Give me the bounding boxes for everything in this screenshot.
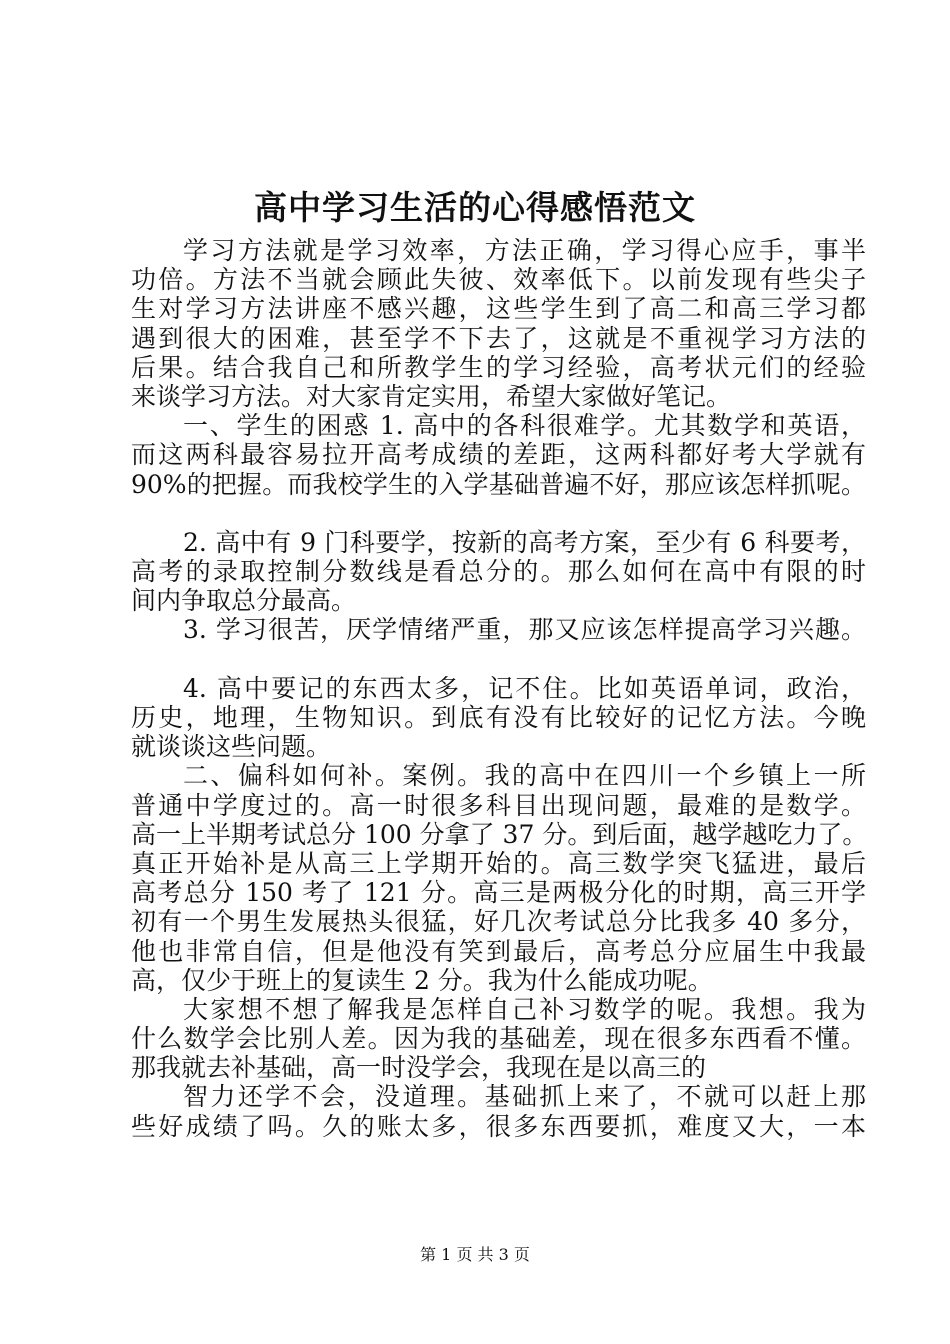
body-line: 来谈学习方法。对大家肯定实用，希望大家做好笔记。 (131, 381, 732, 411)
body-line: 而这两科最容易拉开高考成绩的差距，这两科都好考大学就有 (131, 440, 866, 470)
body-line: 一、学生的困惑 1. 高中的各科很难学。尤其数学和英语， (183, 411, 866, 441)
body-line: 高考的录取控制分数线是看总分的。那么如何在高中有限的时 (131, 557, 866, 587)
body-line: 普通中学度过的。高一时很多科目出现问题，最难的是数学。 (131, 790, 866, 820)
page-footer: 第 1 页 共 3 页 (420, 1245, 530, 1264)
body-line: 初有一个男生发展热头很猛，好几次考试总分比我多 40 多分， (131, 907, 866, 937)
body-line: 就谈谈这些问题。 (131, 732, 332, 762)
body-line: 高考总分 150 考了 121 分。高三是两极分化的时期，高三开学 (131, 878, 866, 908)
body-line: 什么数学会比别人差。因为我的基础差，现在很多东西看不懂。 (131, 1024, 866, 1054)
body-line: 大家想不想了解我是怎样自己补习数学的呢。我想。我为 (183, 994, 866, 1024)
body-line: 功倍。方法不当就会顾此失彼、效率低下。以前发现有些尖子 (131, 265, 866, 295)
body-line: 高，仅少于班上的复读生 2 分。我为什么能成功呢。 (131, 965, 713, 995)
body-line: 他也非常自信，但是他没有笑到最后，高考总分应届生中我最 (131, 936, 866, 966)
body-line: 高一上半期考试总分 100 分拿了 37 分。到后面，越学越吃力了。 (131, 819, 868, 849)
body-line: 那我就去补基础，高一时没学会，我现在是以高三的 (131, 1053, 707, 1083)
body-line: 二、偏科如何补。案例。我的高中在四川一个乡镇上一所 (183, 761, 866, 791)
body-line: 遇到很大的困难，甚至学不下去了，这就是不重视学习方法的 (131, 323, 866, 353)
blank-line (131, 645, 866, 674)
body-line: 学习方法就是学习效率，方法正确，学习得心应手，事半 (183, 236, 866, 265)
body-line: 90%的把握。而我校学生的入学基础普遍不好，那应该怎样抓呢。 (131, 469, 866, 499)
body-line: 历史，地理，生物知识。到底有没有比较好的记忆方法。今晚 (131, 703, 866, 732)
body-line: 生对学习方法讲座不感兴趣，这些学生到了高二和高三学习都 (131, 294, 866, 324)
body-line: 2. 高中有 9 门科要学，按新的高考方案，至少有 6 科要考， (183, 527, 866, 557)
body-line: 些好成绩了吗。久的账太多，很多东西要抓，难度又大，一本 (131, 1111, 866, 1141)
document-body (131, 236, 866, 1141)
body-line: 真正开始补是从高三上学期开始的。高三数学突飞猛进，最后 (131, 848, 866, 878)
body-line: 后果。结合我自己和所教学生的学习经验，高考状元们的经验 (131, 352, 866, 382)
body-line: 4. 高中要记的东西太多，记不住。比如英语单词，政治， (183, 673, 866, 703)
blank-line (131, 499, 866, 528)
body-line: 智力还学不会，没道理。基础抓上来了，不就可以赶上那 (183, 1082, 866, 1112)
body-line: 间内争取总分最高。 (131, 586, 357, 616)
body-line: 3. 学习很苦，厌学情绪严重，那又应该怎样提高学习兴趣。 (183, 615, 866, 645)
document-title: 高中学习生活的心得感悟范文 (254, 188, 696, 227)
